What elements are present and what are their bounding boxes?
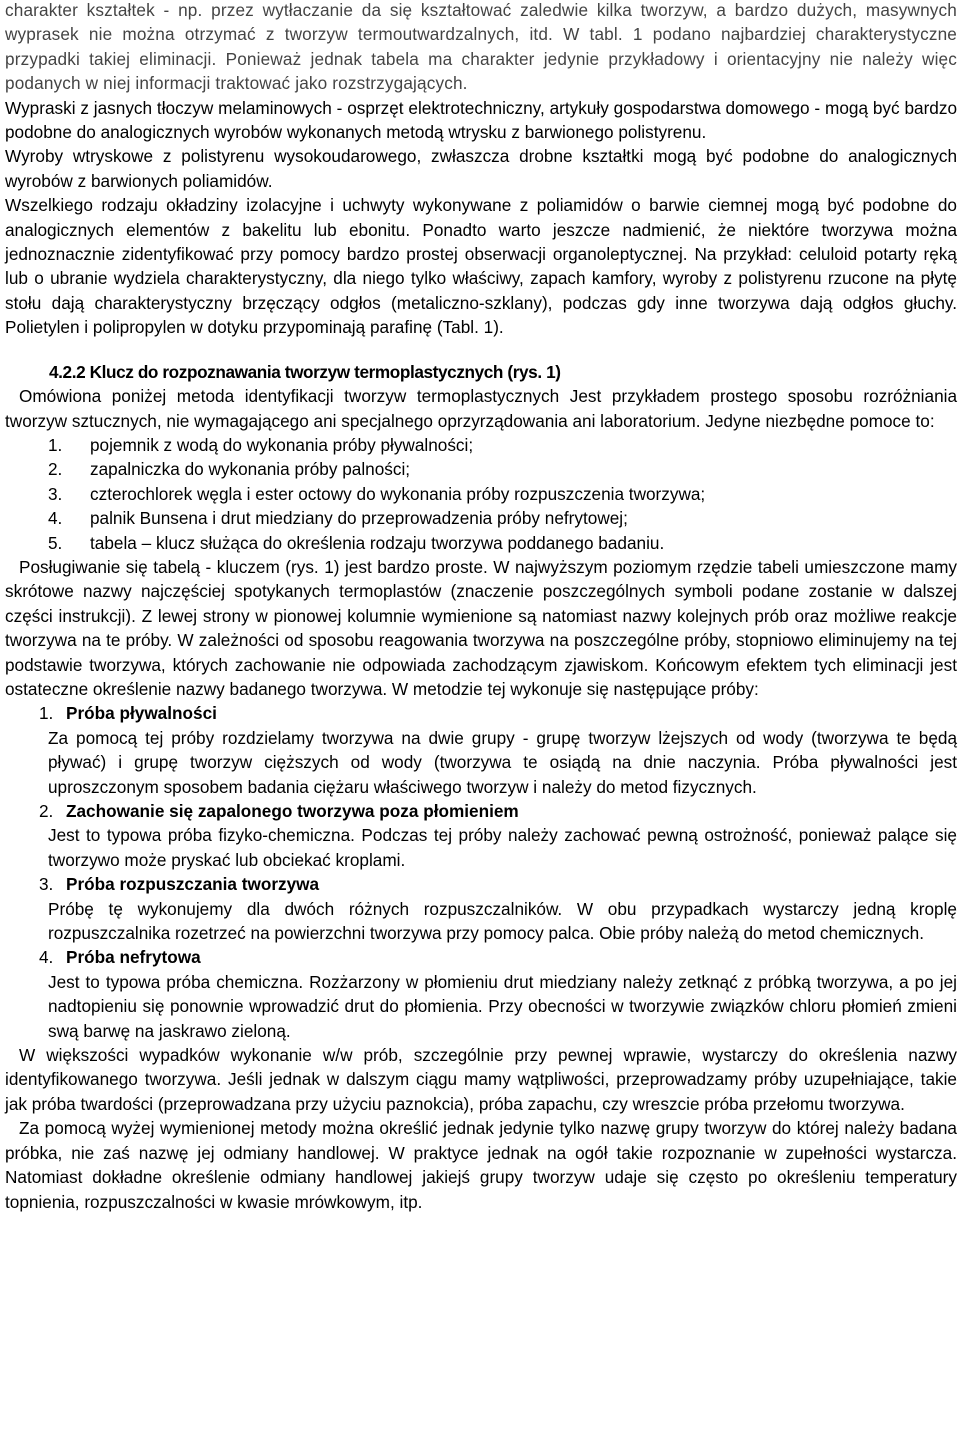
method-paragraph: Posługiwanie się tabelą - kluczem (rys. 1) jest bardzo proste. W najwyższym poziomym rzędzie tabeli umieszczone mamy skrótowe nazwy najczęściej spotykanych termoplastów (znaczenie poszczególnych symboli podane zostanie w dalszej części instrukcji). Z lewej strony w pionowej kolumnie wymienione są natomiast nazwy kolejnych prób oraz możliwe reakcje tworzywa na te próby. W zależności od sposobu reagowania tworzywa na poszczególne próby, stopniowo eliminujemy na tej podstawie tworzywa, których zachowanie nie odpowiada zachodzącym zjawiskom. Końcowym efektem tych eliminacji jest ostateczne określenie nazwy badanego tworzywa. W metodzie tej wykonuje się następujące próby: bbox=[5, 556, 957, 699]
tests-list bbox=[5, 701, 957, 1043]
coverings-paragraph: Wszelkiego rodzaju okładziny izolacyjne i uchwyty wykonywane z poliamidów o barwie ciemnej mogą być podobne do analogicznych elementów z bakelitu lub ebonitu. Ponadto warto jeszcze nadmienić, że niektóre tworzywa można jednoznacznie zidentyfikować przy pomocy bardzo prostej obserwacji organoleptycznej. Na przykład: celuloid potarty ręką lub o ubranie wydziela charakterystyczny, dla niego tylko właściwy, zapach kamfory, wyroby z polistyrenu rzucone na płytę stołu dają charakterystyczny brzęczący odgłos (metaliczno-szklany), podczas gdy inne tworzywa dają odgłos głuchy. Polietylen i polipropylen w dotyku przypominają parafinę (Tabl. 1). bbox=[5, 195, 957, 338]
final-paragraph: Za pomocą wyżej wymienionej metody można określić jednak jedynie tylko nazwę grupy tworzyw do której należy badana próbka, nie zaś nazwę jej odmiany handlowej. W praktyce jednak na ogół takie rozpoznanie w zupełności wystarcza. Natomiast dokładne określenie odmiany handlowej jakiejś grupy tworzyw udaje się często po określeniu temperatury topnienia, rozpuszczalności w kwasie mrówkowym, itp. bbox=[5, 1118, 957, 1212]
test-description: Próbę tę wykonujemy dla dwóch różnych rozpuszczalników. W obu przypadkach wystarczy jedną kroplę rozpuszczalnika rozetrzeć na powierzchni tworzywa przy pomocy palca. Obie próby należą do metod chemicznych. bbox=[48, 898, 957, 944]
test-title: Próba rozpuszczania tworzywa bbox=[66, 874, 320, 895]
test-title: Zachowanie się zapalonego tworzywa poza płomieniem bbox=[66, 801, 519, 821]
section-heading: 4.2.2 Klucz do rozpoznawania tworzyw termoplastycznych (rys. 1) bbox=[49, 361, 561, 382]
list-item bbox=[5, 531, 957, 555]
list-item bbox=[5, 433, 957, 457]
test-description: Za pomocą tej próby rozdzielamy tworzywa na dwie grupy - grupę tworzyw lżejszych od wody (tworzywa te będą pływać) i grupę tworzyw cięższych od wody (tworzywa te osiądą na dnie naczynia. Próba pływalności jest uproszczonym sposobem badania ciężaru właściwego tworzyw i należy do metod fizycznych. bbox=[48, 727, 957, 797]
list-item bbox=[5, 506, 957, 530]
list-item-number: 2. bbox=[48, 459, 63, 480]
list-item-text: zapalniczka do wykonania próby palności; bbox=[90, 459, 411, 480]
list-item-text: palnik Bunsena i drut miedziany do przeprowadzenia próby nefrytowej; bbox=[90, 508, 628, 529]
test-number: 4. bbox=[39, 947, 54, 968]
list-item bbox=[5, 457, 957, 481]
intro-paragraph: charakter kształtek - np. przez wytłaczanie da się kształtować zaledwie kilka tworzyw, a bardzo dużych, masywnych wyprasek nie można otrzymać z tworzyw termoutwardzalnych, itd. W tabl. 1 podano najbardziej charakterystyczne przypadki takiej eliminacji. Ponieważ jednak tabela ma charakter jedynie przykładowy i orientacyjny nie należy więc podanych w niej informacji traktować jako rozstrzygających. bbox=[5, 0, 957, 94]
test-title: Próba nefrytowa bbox=[66, 947, 201, 968]
test-number: 1. bbox=[39, 703, 54, 724]
tools-list bbox=[5, 433, 957, 555]
test-item bbox=[5, 872, 957, 945]
list-item-number: 5. bbox=[48, 532, 63, 553]
conclusion-paragraph: W większości wypadków wykonanie w/w prób, szczególnie przy pewnej wprawie, wystarczy do określenia nazwy identyfikowanego tworzywa. Jeśli jednak w dalszym ciągu mamy wątpliwości, przeprowadzamy próby uzupełniające, takie jak próba twardości (przeprowadzana przy użyciu paznokcia), próba zapachu, czy wreszcie próba przełomu tworzywa. bbox=[5, 1045, 957, 1114]
test-number: 2. bbox=[39, 801, 54, 821]
polystyrene-paragraph: Wyroby wtryskowe z polistyrenu wysokoudarowego, zwłaszcza drobne kształtki mogą być podobne do analogicznych wyrobów z barwionych poliamidów. bbox=[5, 146, 957, 191]
test-item bbox=[5, 945, 957, 1043]
list-item-text: tabela – klucz służąca do określenia rodzaju tworzywa poddanego badaniu. bbox=[90, 532, 665, 553]
method-intro-paragraph: Omówiona poniżej metoda identyfikacji tworzyw termoplastycznych Jest przykładem prostego sposobu rozróżniania tworzyw sztucznych, nie wymagającego ani specjalnego oprzyrządowania ani laboratorium. Jedyne niezbędne pomoce to: bbox=[5, 386, 957, 431]
list-item-text: pojemnik z wodą do wykonania próby pływalności; bbox=[90, 434, 474, 455]
test-description: Jest to typowa próba chemiczna. Rozżarzony w płomieniu drut miedziany należy zetknąć z próbką tworzywa, a po jej nadtopieniu się ponownie wprowadzić drut do płomienia. Przy obecności w tworzywie związków chloru płomień zmieni swą barwę na jaskrawo zieloną. bbox=[48, 971, 957, 1041]
list-item-number: 1. bbox=[48, 434, 63, 455]
list-item-text: czterochlorek węgla i ester octowy do wykonania próby rozpuszczenia tworzywa; bbox=[90, 483, 706, 504]
list-item bbox=[5, 482, 957, 506]
test-item bbox=[5, 799, 957, 872]
test-item bbox=[5, 701, 957, 799]
test-number: 3. bbox=[39, 874, 54, 895]
melamine-paragraph: Wypraski z jasnych tłoczyw melaminowych - osprzęt elektrotechniczny, artykuły gospodarstwa domowego - mogą być bardzo podobne do analogicznych wyrobów wykonanych metodą wtrysku z barwionego polistyrenu. bbox=[5, 97, 957, 143]
list-item-number: 3. bbox=[48, 483, 63, 504]
test-description: Jest to typowa próba fizyko-chemiczna. Podczas tej próby należy zachować pewną ostrożność, ponieważ palące się tworzywo może pryskać lub obciekać kroplami. bbox=[48, 825, 957, 870]
test-title: Próba pływalności bbox=[66, 703, 217, 724]
list-item-number: 4. bbox=[48, 508, 63, 529]
